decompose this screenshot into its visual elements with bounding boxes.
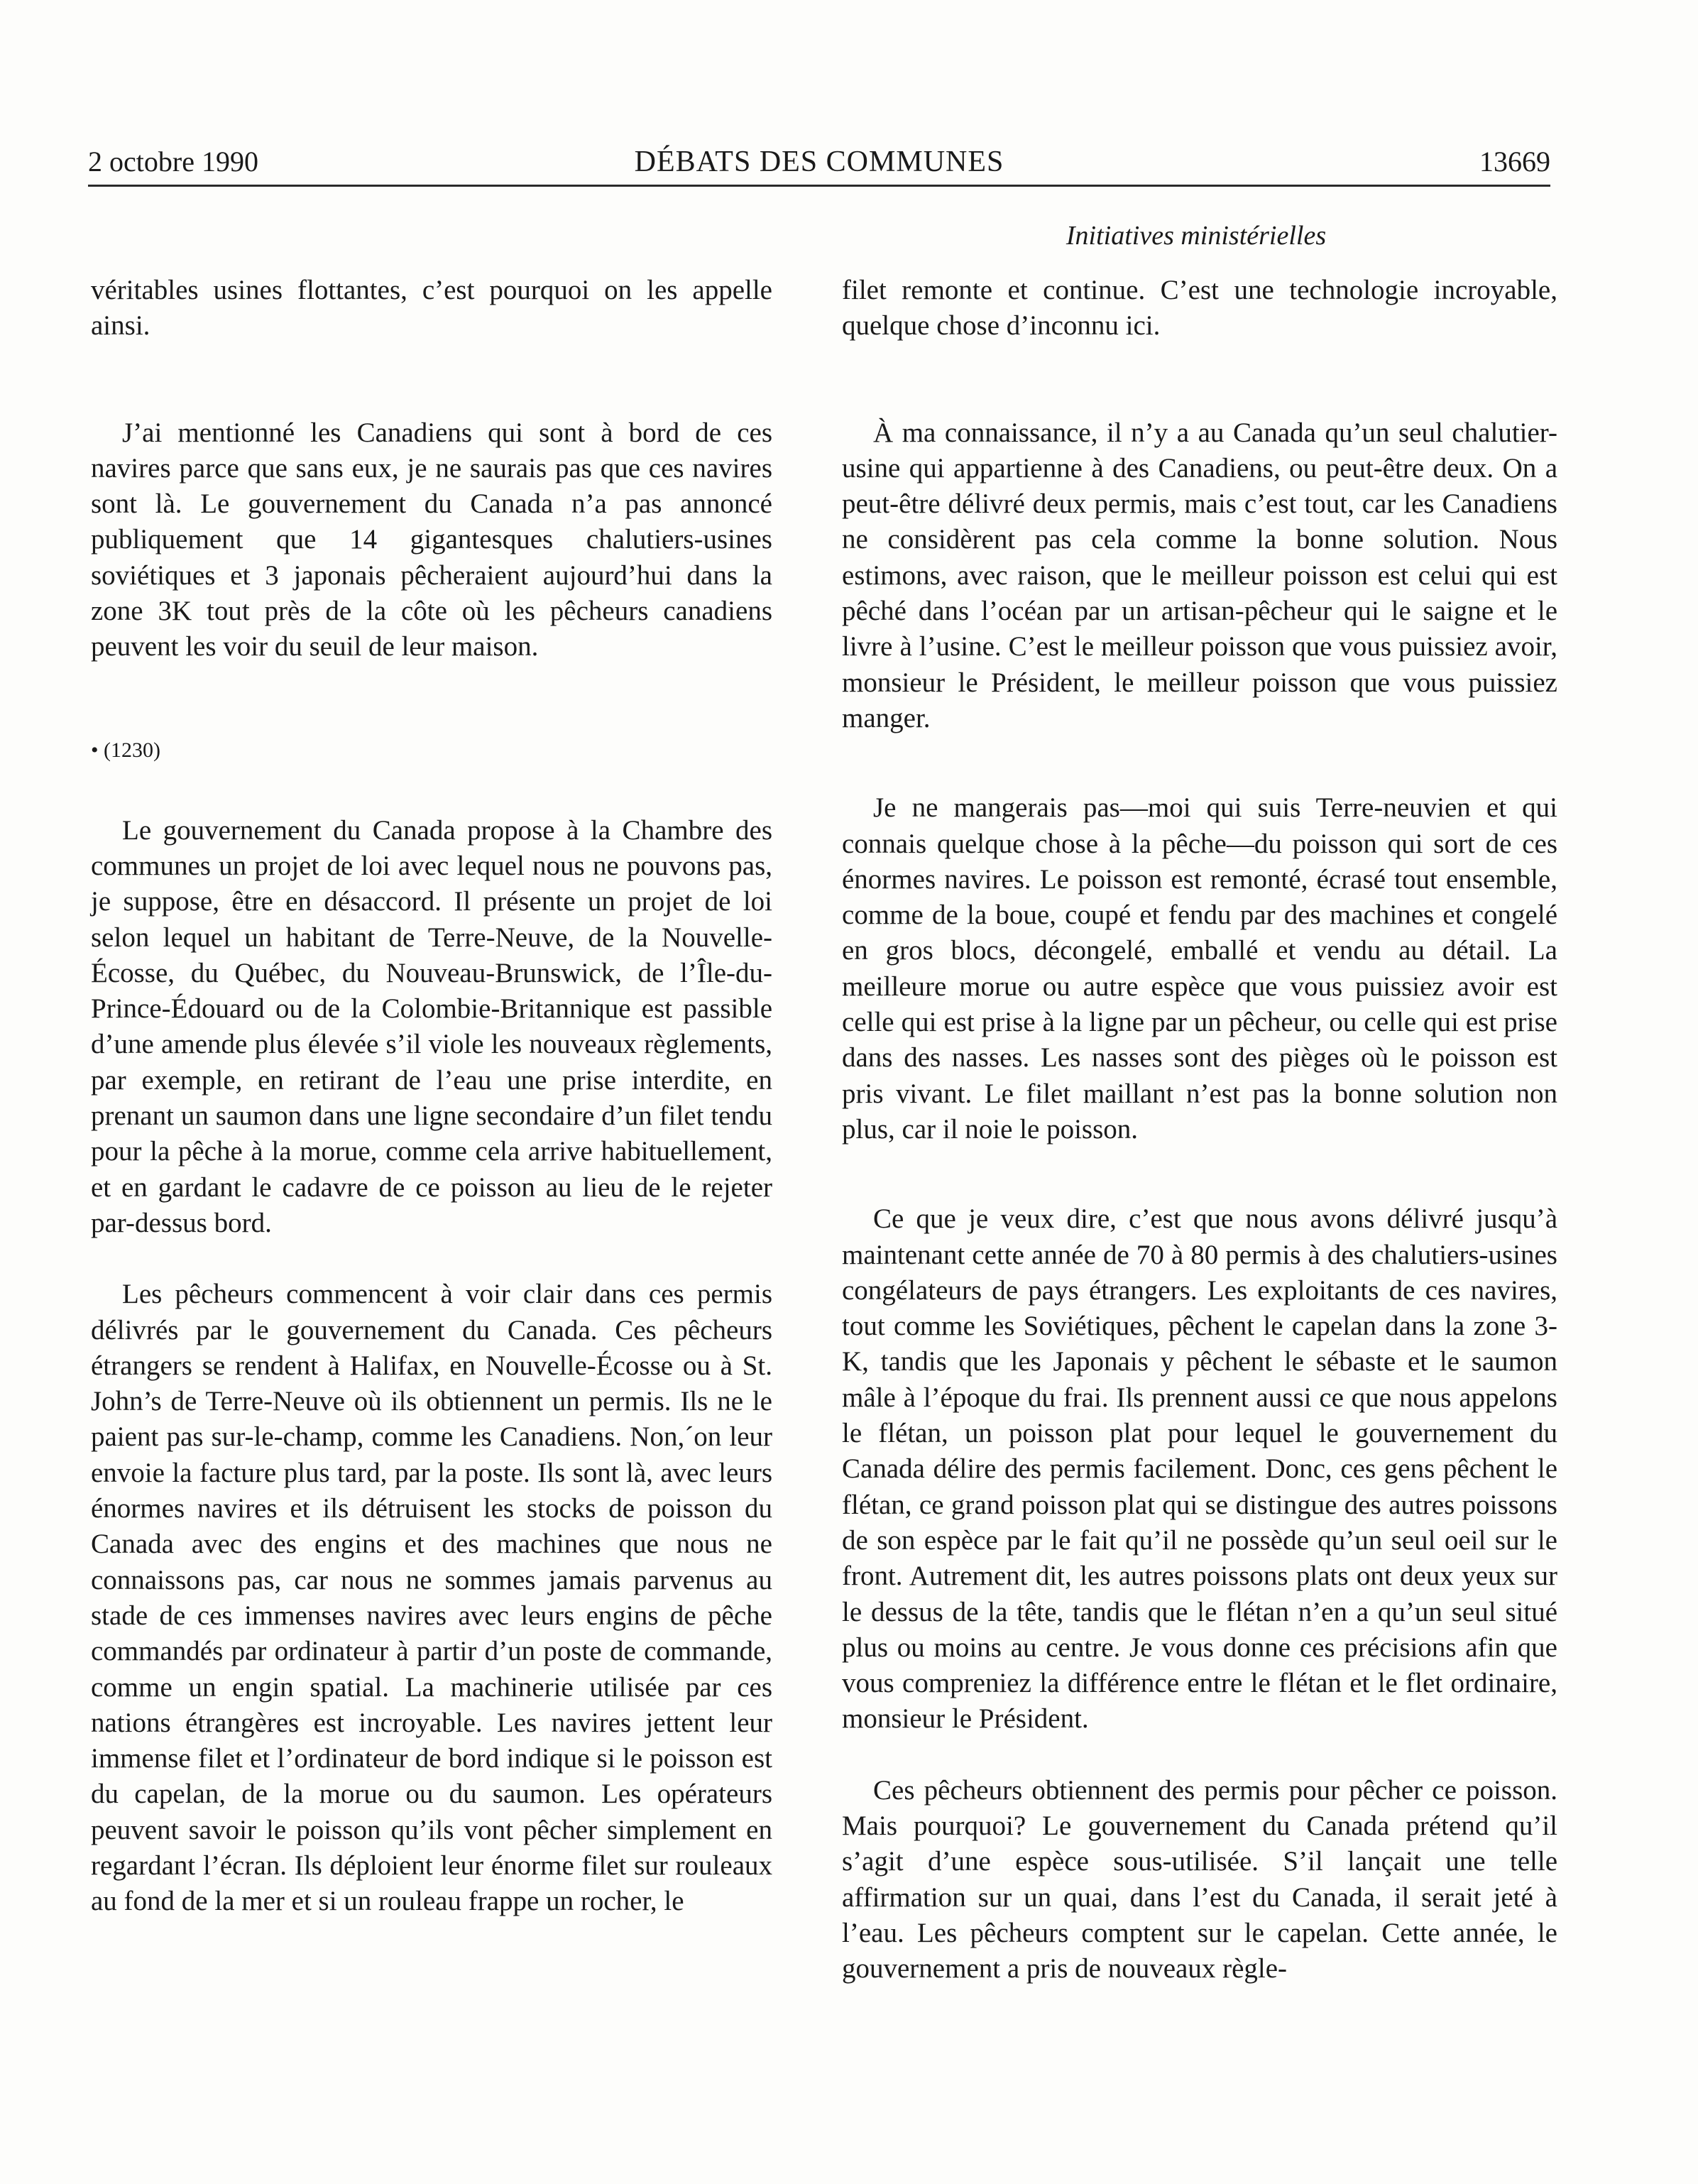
time-marker: • (1230) [91,738,160,762]
paragraph: véritables usines flottantes, c’est pourquoi on les appelle ainsi. [91,275,772,342]
paragraph: filet remonte et continue. C’est une technologie incroyable, quelque chose d’inconnu ici. [842,275,1557,342]
paragraph: Ces pêcheurs obtiennent des permis pour pêcher ce poisson. Mais pourquoi? Le gouvernement du Canada prétend qu’il s’agit d’une espèce sous-utilisée. S’il lançait une telle affirmation sur un quai, dans l’est du Canada, il serait jeté à l’eau. Les pêcheurs comptent sur le capelan. Cette année, le gouvernement a pris de nouveaux règle- [842,1774,1557,1984]
page-number: 13669 [1479,146,1550,178]
paragraph: Ce que je veux dire, c’est que nous avons délivré jusqu’à maintenant cette année de 70 à 80 permis à des chalutiers-usines congélateurs de pays étrangers. Les exploitants de ces navires, tout comme les Soviétiques, pêchent le capelan dans la zone 3-K, tandis que les Japonais y pêchent le sébaste et le saumon mâle à l’époque du frai. Ils prennent aussi ce que nous appelons le flétan, un poisson plat pour lequel le gouvernement du Canada délire des permis facilement. Donc, ces gens pêchent le flétan, ce grand poisson plat qui se distingue des autres poissons de son espèce par le fait qu’il ne possède qu’un seul oeil sur le front. Autrement dit, les autres poissons plats ont deux yeux sur le dessus de la tête, tandis que le flétan n’en a qu’un seul situé plus ou moins au centre. Je vous donne ces précisions afin que vous compreniez la différence entre le flétan et le flet ordinaire, monsieur le Président. [842,1203,1557,1735]
paragraph: Les pêcheurs commencent à voir clair dans ces permis délivrés par le gouvernement du Canada. Ces pêcheurs étrangers se rendent à Halifax, en Nouvelle-Écosse ou à St. John’s de Terre-Neuve où ils obtiennent un permis. Ils ne le paient pas sur-le-champ, comme les Canadiens. Non,´on leur envoie la facture plus tard, par la poste. Ils sont là, avec leurs énormes navires et ils détruisent les stocks de poisson du Canada avec des engins et des machines que nous ne connaissons pas, car nous ne sommes jamais parvenus au stade de ces immenses navires avec leurs engins de pêche commandés par ordinateur à partir d’un poste de commande, comme un engin spatial. La machinerie utilisée par ces nations étrangères est incroyable. Les navires jettent leur immense filet et l’ordinateur de bord indique si le poisson est du capelan, de la morue ou du saumon. Les opérateurs peuvent savoir le poisson qu’ils vont pêcher simplement en regardant l’écran. Ils déploient leur énorme filet sur rouleaux au fond de la mer et si un rouleau frappe un rocher, le [91,1279,772,1917]
header-date: 2 octobre 1990 [88,146,258,178]
page-header [88,139,1550,185]
header-title: DÉBATS DES COMMUNES [634,146,1004,178]
paragraph: À ma connaissance, il n’y a au Canada qu’un seul chalutier-usine qui appartienne à des Canadiens, ou peut-être deux. On a peut-être délivré deux permis, mais c’est tout, car les Canadiens ne considèrent pas cela comme la bonne solution. Nous estimons, avec raison, que le meilleur poisson est celui qui est pêché dans l’océan par un artisan-pêcheur qui le saigne et le livre à l’usine. C’est le meilleur poisson que vous puissiez avoir, monsieur le Président, le meilleur poisson que vous puissiez manger. [842,417,1557,733]
left-column [91,273,772,1920]
section-title: Initiatives ministérielles [1066,221,1327,251]
paragraph: J’ai mentionné les Canadiens qui sont à bord de ces navires parce que sans eux, je ne saurais pas que ces navires sont là. Le gouvernement du Canada n’a pas annoncé publiquement que 14 gigantesques chalutiers-usines soviétiques et 3 japonais pêcheraient aujourd’hui dans la zone 3K tout près de la côte où les pêcheurs canadiens peuvent les voir du seuil de leur maison. [91,417,772,662]
paragraph: Je ne mangerais pas—moi qui suis Terre-neuvien et qui connais quelque chose à la pêche—du poisson qui sort de ces énormes navires. Le poisson est remonté, écrasé tout ensemble, comme de la boue, coupé et fendu par des machines et congelé en gros blocs, décongelé, emballé et vendu au détail. La meilleure morue ou autre espèce que vous puissiez avoir est celle qui est prise à la ligne par un pêcheur, ou celle qui est prise dans des nasses. Les nasses sont des pièges où le poisson est pris vivant. Le filet maillant n’est pas la bonne solution non plus, car il noie le poisson. [842,792,1557,1145]
header-rule [88,185,1550,187]
paragraph: Le gouvernement du Canada propose à la Chambre des communes un projet de loi avec lequel nous ne pouvons pas, je suppose, être en désaccord. Il présente un projet de loi selon lequel un habitant de Terre-Neuve, de la Nouvelle-Écosse, du Québec, du Nouveau-Brunswick, de l’Île-du-Prince-Édouard ou de la Colombie-Britannique est passible d’une amende plus élevée s’il viole les nouveaux règlements, par exemple, en retirant de l’eau une prise interdite, en prenant un saumon dans une ligne secondaire d’un filet tendu pour la pêche à la morue, comme cela arrive habituellement, et en gardant le cadavre de ce poisson au lieu de le rejeter par-dessus bord. [91,814,772,1238]
right-column [842,273,1557,1987]
